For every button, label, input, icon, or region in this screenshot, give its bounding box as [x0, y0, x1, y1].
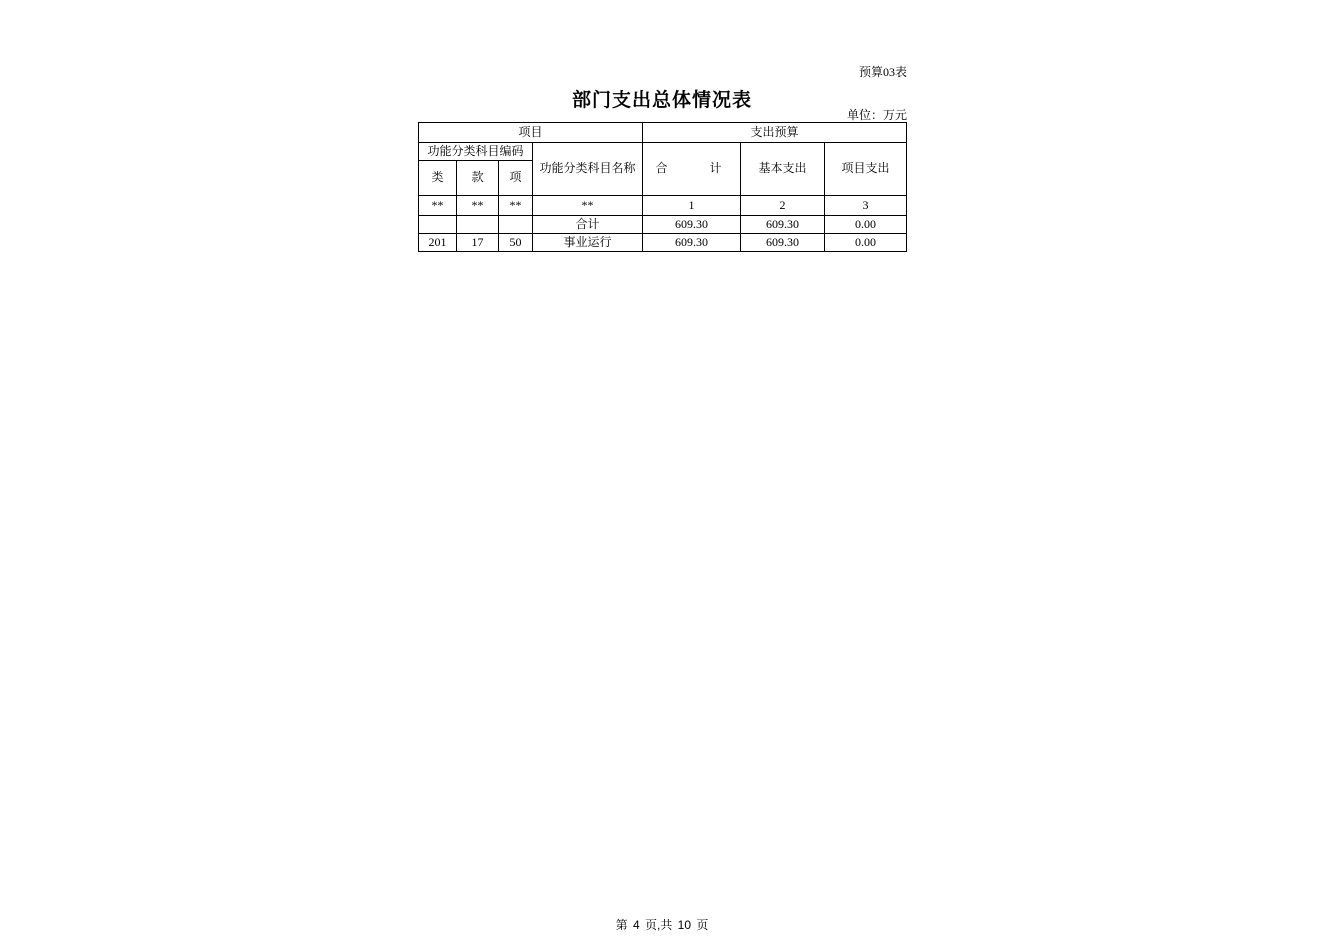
marker-lei: ** [419, 196, 457, 216]
header-kuan: 款 [457, 161, 499, 196]
footer-page-number: 4 [632, 918, 640, 932]
page-title: 部门支出总体情况表 [571, 90, 752, 111]
footer-total-pages: 10 [677, 918, 692, 932]
row-total: 609.30 [643, 216, 741, 234]
marker-name: ** [533, 196, 643, 216]
footer-prefix: 第 [615, 918, 628, 932]
header-function-name: 功能分类科目名称 [533, 143, 643, 196]
footer-suffix: 页 [696, 918, 709, 932]
row-kuan [457, 216, 499, 234]
header-xiang: 项 [499, 161, 533, 196]
marker-kuan: ** [457, 196, 499, 216]
row-lei: 201 [419, 234, 457, 252]
row-name: 合计 [533, 216, 643, 234]
table-header-row-sub1 [419, 143, 907, 161]
table-marker-row [419, 196, 907, 216]
header-item-group: 项目 [419, 123, 643, 143]
header-project-expenditure: 项目支出 [825, 143, 907, 196]
header-function-code: 功能分类科目编码 [419, 143, 533, 161]
marker-total: 1 [643, 196, 741, 216]
header-total: 合 计 [643, 143, 741, 196]
unit-note: 单位：万元 [846, 108, 907, 122]
row-name: 事业运行 [533, 234, 643, 252]
row-total: 609.30 [643, 234, 741, 252]
row-basic: 609.30 [741, 216, 825, 234]
row-basic: 609.30 [741, 234, 825, 252]
header-expenditure-group: 支出预算 [643, 123, 907, 143]
footer-middle: 页,共 [644, 918, 673, 932]
table-header-row-group [419, 123, 907, 143]
header-basic-expenditure: 基本支出 [741, 143, 825, 196]
row-kuan: 17 [457, 234, 499, 252]
table-row [419, 234, 907, 252]
row-project: 0.00 [825, 216, 907, 234]
marker-project: 3 [825, 196, 907, 216]
header-lei: 类 [419, 161, 457, 196]
row-project: 0.00 [825, 234, 907, 252]
row-lei [419, 216, 457, 234]
table-row [419, 216, 907, 234]
budget-table [418, 122, 907, 252]
row-xiang [499, 216, 533, 234]
form-code-label: 预算03表 [858, 65, 907, 79]
page-footer [0, 916, 1324, 933]
row-xiang: 50 [499, 234, 533, 252]
marker-xiang: ** [499, 196, 533, 216]
marker-basic: 2 [741, 196, 825, 216]
